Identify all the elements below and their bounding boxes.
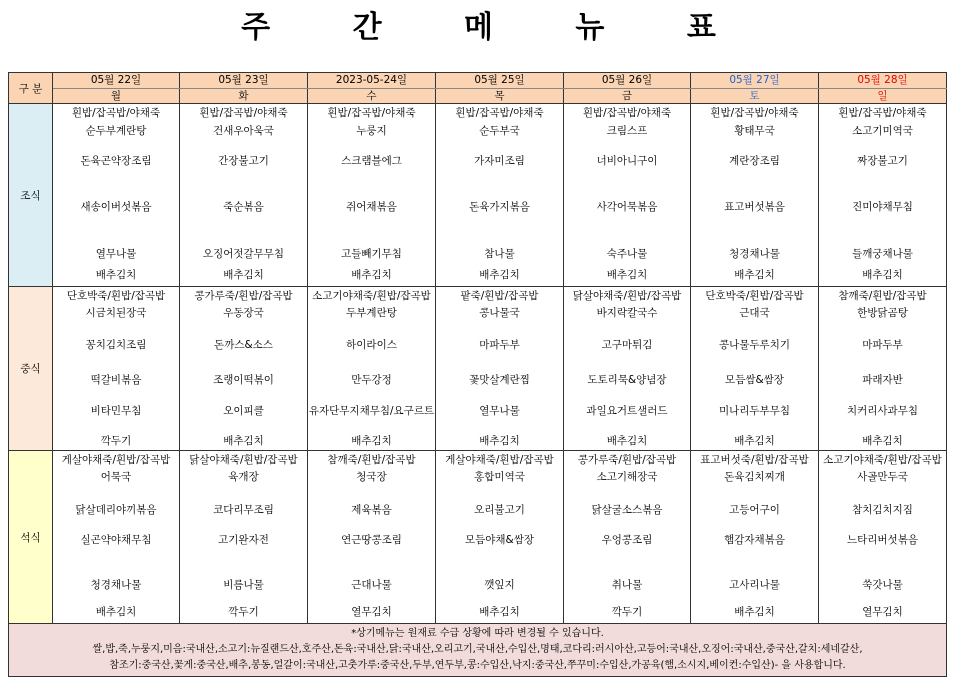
menu-item: 취나물 [611, 579, 643, 591]
menu-items [436, 287, 563, 449]
menu-cell [53, 104, 180, 287]
menu-items [819, 451, 946, 622]
menu-cell [564, 104, 691, 287]
menu-item: 파래자반 [862, 374, 903, 386]
meal-row-dinner [9, 451, 947, 624]
menu-item: 닭살굴소스볶음 [591, 504, 663, 516]
menu-item: 육개장 [228, 471, 259, 483]
menu-item: 배추김치 [734, 269, 775, 281]
menu-item: 고들빼기무침 [341, 248, 402, 260]
header-day-row [9, 89, 947, 104]
header-date: 05월 23일 [180, 73, 308, 89]
menu-item: 실곤약야채무침 [80, 534, 152, 546]
menu-item: 새송이버섯볶음 [80, 201, 152, 213]
menu-cell [308, 104, 436, 287]
menu-cell [819, 104, 947, 287]
menu-items [564, 287, 690, 449]
menu-item: 짜장불고기 [857, 155, 908, 167]
menu-item: 열무김치 [862, 606, 903, 618]
menu-item: 배추김치 [862, 435, 903, 447]
menu-item: 한방닭곰탕 [857, 307, 908, 319]
menu-item: 두부계란탕 [346, 307, 397, 319]
menu-item: 표고버섯죽/흰밥/잡곡밥 [700, 454, 809, 466]
header-weekday: 화 [180, 89, 308, 104]
header-date: 05월 26일 [564, 73, 691, 89]
menu-item: 순두부국 [479, 125, 520, 137]
menu-item: 배추김치 [734, 435, 775, 447]
menu-item: 고기완자전 [218, 534, 269, 546]
menu-item: 오리불고기 [474, 504, 525, 516]
notes-row [9, 624, 947, 677]
menu-cell [180, 287, 308, 451]
menu-item: 콩나물두루치기 [718, 339, 790, 351]
menu-item: 닭살야채죽/흰밥/잡곡밥 [189, 454, 298, 466]
menu-item: 너비아니구이 [596, 155, 658, 167]
menu-item: 우엉콩조림 [601, 534, 653, 546]
menu-item: 근대나물 [351, 579, 392, 591]
menu-item: 닭살야채죽/흰밥/잡곡밥 [572, 290, 682, 302]
menu-cell [53, 451, 180, 624]
note-line: 쌀,밥,죽,누룽지,미음:국내산,소고기:뉴질랜드산,호주산,돈육:국내산,닭:국내산,오리고기,국내산,수입산,명태,코다리:러시아산,고등어:국내산,오징어:국내산,중국산,갈치:세네갈산, [92, 644, 863, 655]
header-date: 05월 25일 [436, 73, 564, 89]
menu-item: 배추김치 [95, 269, 137, 281]
menu-item: 소고기야채죽/흰밥/잡곡밥 [823, 454, 942, 466]
menu-cell [308, 287, 436, 451]
menu-items [180, 287, 307, 449]
meal-label: 석식 [9, 451, 53, 624]
menu-item: 배추김치 [479, 606, 520, 618]
menu-item: 흰밥/잡곡밥/야채죽 [710, 107, 799, 119]
menu-item: 돈육곤약장조림 [80, 155, 152, 167]
menu-item: 배추김치 [351, 435, 392, 447]
menu-cell [819, 287, 947, 451]
menu-item: 연근땅콩조림 [341, 534, 402, 546]
menu-item: 소고기해장국 [596, 471, 658, 483]
header-date: 2023-05-24일 [308, 73, 436, 89]
menu-item: 느타리버섯볶음 [846, 534, 918, 546]
menu-item: 시금치된장국 [85, 307, 147, 319]
menu-item: 가자미조림 [474, 155, 525, 167]
menu-item: 꽁치김치조림 [85, 339, 147, 351]
menu-item: 배추김치 [862, 269, 903, 281]
menu-item: 돈까스&소스 [214, 339, 273, 351]
menu-item: 소고기미역국 [852, 125, 913, 137]
header-date-row [9, 73, 947, 89]
menu-cell [180, 104, 308, 287]
menu-item: 배추김치 [351, 269, 392, 281]
menu-item: 흰밥/잡곡밥/야채죽 [455, 107, 544, 119]
menu-items [819, 104, 946, 285]
menu-item: 마파두부 [479, 339, 520, 351]
menu-item: 흰밥/잡곡밥/야채죽 [582, 107, 672, 119]
menu-item: 청국장 [356, 471, 387, 483]
notes-cell [9, 624, 947, 677]
menu-item: 어묵국 [100, 471, 132, 483]
menu-item: 간장불고기 [218, 155, 269, 167]
menu-item: 배추김치 [223, 435, 264, 447]
menu-item: 죽순볶음 [223, 201, 264, 213]
meal-label: 조식 [9, 104, 53, 287]
menu-item: 모듬쌈&쌈장 [725, 374, 784, 386]
menu-item: 근대국 [739, 307, 770, 319]
menu-item: 배추김치 [606, 269, 648, 281]
menu-cell [691, 104, 819, 287]
menu-item: 오이피클 [223, 405, 264, 417]
menu-item: 흰밥/잡곡밥/야채죽 [71, 107, 161, 119]
menu-item: 만두강정 [351, 374, 392, 386]
menu-item: 도토리묵&양념장 [587, 374, 667, 386]
menu-item: 고사리나물 [729, 579, 780, 591]
menu-item: 배추김치 [479, 269, 520, 281]
menu-cell [819, 451, 947, 624]
menu-item: 미나리두부무침 [718, 405, 790, 417]
menu-item: 쥐어채볶음 [346, 201, 397, 213]
menu-items [436, 451, 563, 622]
menu-item: 팥죽/흰밥/잡곡밥 [460, 290, 539, 302]
menu-item: 돈육가지볶음 [469, 201, 530, 213]
menu-item: 콩나물국 [479, 307, 520, 319]
menu-items [180, 451, 307, 622]
note-line: *상기메뉴는 원재료 수급 상황에 따라 변경될 수 있습니다. [351, 628, 604, 639]
menu-item: 단호박죽/흰밥/잡곡밥 [705, 290, 804, 302]
menu-item: 황태무국 [734, 125, 775, 137]
menu-items [691, 451, 818, 622]
menu-item: 청경채나물 [90, 579, 142, 591]
menu-item: 들깨궁채나물 [852, 248, 913, 260]
header-weekday: 일 [819, 89, 947, 104]
header-weekday: 금 [564, 89, 691, 104]
menu-item: 깍두기 [228, 606, 259, 618]
menu-item: 콩가루죽/흰밥/잡곡밥 [194, 290, 293, 302]
menu-item: 열무나물 [95, 248, 137, 260]
header-weekday: 수 [308, 89, 436, 104]
menu-item: 우동장국 [223, 307, 264, 319]
header-weekday: 목 [436, 89, 564, 104]
menu-cell [180, 451, 308, 624]
menu-cell [53, 287, 180, 451]
header-date: 05월 22일 [53, 73, 180, 89]
menu-item: 참치김치지짐 [852, 504, 913, 516]
menu-cell [564, 287, 691, 451]
menu-item: 순두부계란탕 [85, 125, 147, 137]
menu-item: 꽃맛살계란찜 [469, 374, 530, 386]
weekly-menu-table [8, 72, 947, 677]
menu-cell [308, 451, 436, 624]
menu-item: 유자단무지채무침/요구르트 [308, 405, 435, 417]
menu-items [564, 104, 690, 285]
menu-item: 조랭이떡볶이 [213, 374, 274, 386]
menu-item: 흰밥/잡곡밥/야채죽 [838, 107, 927, 119]
menu-item: 배추김치 [734, 606, 775, 618]
menu-item: 오징어젓갈무무침 [202, 248, 285, 260]
menu-items [564, 451, 690, 622]
menu-items [691, 287, 818, 449]
menu-item: 바지락칼국수 [596, 307, 658, 319]
menu-item: 흰밥/잡곡밥/야채죽 [199, 107, 288, 119]
menu-item: 건새우아욱국 [213, 125, 274, 137]
menu-cell [436, 104, 564, 287]
menu-item: 참나물 [484, 248, 515, 260]
menu-item: 진미야채무침 [852, 201, 913, 213]
menu-item: 깍두기 [100, 435, 132, 447]
menu-item: 돈육김치찌개 [724, 471, 785, 483]
menu-item: 숙주나물 [606, 248, 648, 260]
menu-item: 단호박죽/흰밥/잡곡밥 [66, 290, 166, 302]
header-label: 구 분 [9, 73, 53, 104]
menu-item: 스크램블에그 [341, 155, 402, 167]
menu-item: 표고버섯볶음 [724, 201, 785, 213]
menu-item: 배추김치 [606, 435, 648, 447]
menu-item: 햄감자채볶음 [724, 534, 785, 546]
menu-item: 마파두부 [862, 339, 903, 351]
menu-cell [436, 451, 564, 624]
menu-item: 콩가루죽/흰밥/잡곡밥 [577, 454, 677, 466]
menu-item: 비타민무침 [90, 405, 142, 417]
menu-item: 사골만두국 [857, 471, 908, 483]
menu-items [308, 287, 435, 449]
menu-item: 홍합미역국 [474, 471, 525, 483]
meal-row-breakfast [9, 104, 947, 287]
menu-item: 게살야채죽/흰밥/잡곡밥 [61, 454, 171, 466]
menu-item: 참깨죽/흰밥/잡곡밥 [327, 454, 416, 466]
menu-items [436, 104, 563, 285]
menu-item: 코다리무조림 [213, 504, 274, 516]
menu-cell [564, 451, 691, 624]
menu-item: 청경채나물 [729, 248, 780, 260]
menu-item: 소고기야채죽/흰밥/잡곡밥 [312, 290, 431, 302]
menu-item: 모듬야채&쌈장 [464, 534, 535, 546]
menu-item: 크림스프 [606, 125, 648, 137]
menu-item: 배추김치 [479, 435, 520, 447]
menu-cell [691, 287, 819, 451]
menu-items [53, 104, 179, 285]
menu-cell [691, 451, 819, 624]
note-line: 참조기:중국산,꽃게:중국산,배추,봉동,얼갈이:국내산,고춧가루:중국산,두부,연두부,콩:수입산,낙지:중국산,쭈꾸미:수입산,가공육(햄,소시지,베이컨:수입산)- 을 사용합니다. [109, 660, 846, 671]
menu-item: 참깨죽/흰밥/잡곡밥 [838, 290, 927, 302]
menu-items [180, 104, 307, 285]
menu-item: 고등어구이 [729, 504, 780, 516]
menu-item: 고구마튀김 [601, 339, 653, 351]
menu-items [53, 451, 179, 622]
page-title: 주 간 메 뉴 표 [241, 10, 752, 45]
menu-item: 열무나물 [479, 405, 520, 417]
menu-item: 게살야채죽/흰밥/잡곡밥 [445, 454, 554, 466]
menu-cell [436, 287, 564, 451]
header-date: 05월 27일 [691, 73, 819, 89]
menu-item: 배추김치 [95, 606, 137, 618]
menu-item: 깻잎지 [484, 579, 515, 591]
header-weekday: 월 [53, 89, 180, 104]
menu-item: 열무김치 [351, 606, 392, 618]
header-weekday: 토 [691, 89, 819, 104]
menu-items [308, 451, 435, 622]
menu-item: 비름나물 [223, 579, 264, 591]
menu-item: 누룽지 [356, 125, 387, 137]
menu-item: 깍두기 [611, 606, 643, 618]
meal-label: 중식 [9, 287, 53, 451]
menu-item: 제육볶음 [351, 504, 392, 516]
menu-item: 치커리사과무침 [846, 405, 918, 417]
menu-items [53, 287, 179, 449]
meal-row-lunch [9, 287, 947, 451]
menu-item: 쑥갓나물 [862, 579, 903, 591]
menu-items [308, 104, 435, 285]
menu-item: 하이라이스 [346, 339, 397, 351]
menu-items [819, 287, 946, 449]
menu-item: 배추김치 [223, 269, 264, 281]
menu-item: 떡갈비볶음 [90, 374, 142, 386]
menu-items [691, 104, 818, 285]
menu-item: 흰밥/잡곡밥/야채죽 [327, 107, 416, 119]
menu-item: 닭살데리야끼볶음 [75, 504, 157, 516]
menu-item: 과일요거트샐러드 [586, 405, 668, 417]
header-date: 05월 28일 [819, 73, 947, 89]
menu-item: 계란장조림 [729, 155, 780, 167]
menu-item: 사각어묵볶음 [596, 201, 658, 213]
